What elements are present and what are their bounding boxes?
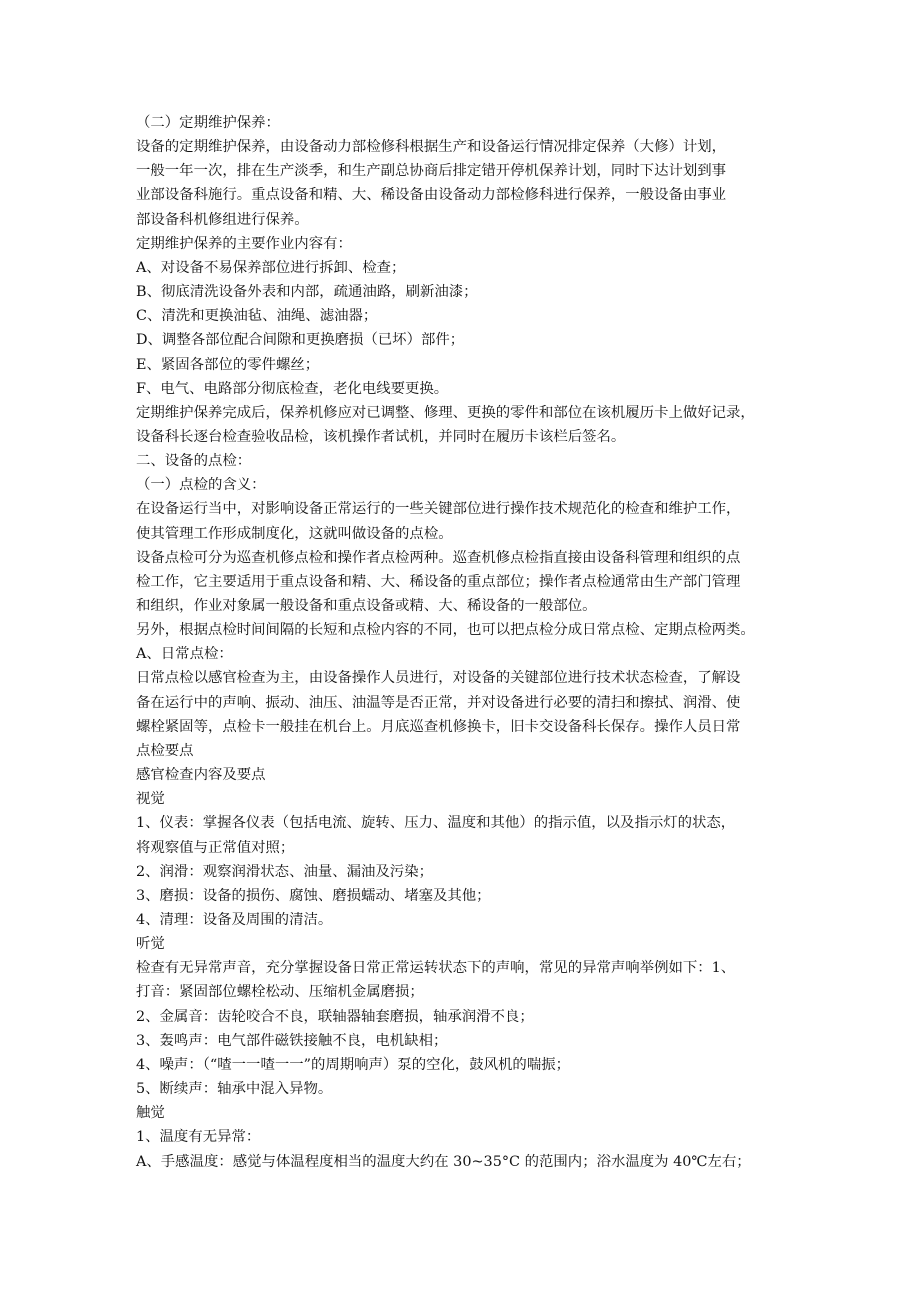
text-line: 1、仪表：掌握各仪表（包括电流、旋转、压力、温度和其他）的指示值，以及指示灯的状态，: [136, 815, 736, 832]
text-line: （二）定期维护保养：: [136, 115, 280, 131]
text-line: D、调整各部位配合间隙和更换磨损（已坏）部件；: [136, 332, 465, 349]
text-line: 部设备科机修组进行保养。: [136, 211, 309, 228]
text-line: A、对设备不易保养部位进行拆卸、检查；: [136, 259, 406, 276]
text-line: 打音：紧固部位螺栓松动、压缩机金属磨损；: [136, 984, 424, 1001]
text-line: 视觉: [136, 791, 165, 808]
text-line: 感官检查内容及要点: [136, 767, 266, 783]
text-line: 日常点检以感官检查为主，由设备操作人员进行，对设备的关键部位进行技术状态检查，了解设: [136, 670, 741, 687]
text-line: 和组织，作业对象属一般设备和重点设备或精、大、稀设备的一般部位。: [136, 598, 597, 614]
text-line: 将观察值与正常值对照；: [136, 839, 295, 856]
text-line: 1、温度有无异常：: [136, 1129, 261, 1146]
text-line: E、紧固各部位的零件螺丝；: [136, 356, 320, 373]
text-line: 使其管理工作形成制度化，这就叫做设备的点检。: [136, 525, 453, 542]
text-line: 在设备运行当中，对影响设备正常运行的一些关键部位进行操作技术规范化的检查和维护工作，: [136, 501, 741, 518]
text-line: F、电气、电路部分彻底检查，老化电线要更换。: [136, 380, 449, 397]
text-line: 一般一年一次，排在生产淡季，和生产副总协商后排定错开停机保养计划，同时下达计划到事: [136, 163, 727, 180]
text-line: 触觉: [136, 1105, 165, 1122]
text-line: 检查有无异常声音，充分掌握设备日常正常运转状态下的声响，常见的异常声响举例如下：1、: [136, 960, 736, 977]
text-line: 设备点检可分为巡查机修点检和操作者点检两种。巡查机修点检指直接由设备科管理和组织的点: [136, 549, 741, 566]
text-line: 听觉: [136, 936, 165, 953]
text-line: 3、磨损：设备的损伤、腐蚀、磨损蠕动、堵塞及其他；: [136, 887, 491, 904]
text-line: 点检要点: [136, 742, 194, 759]
text-line: 2、润滑：观察润滑状态、油量、漏油及污染；: [136, 863, 433, 880]
text-line: 备在运行中的声响、振动、油压、油温等是否正常，并对设备进行必要的清扫和擦拭、润滑、使: [136, 694, 741, 711]
text-line: 定期维护保养完成后，保养机修应对已调整、修理、更换的零件和部位在该机履历卡上做好记录，: [136, 404, 755, 421]
text-line: 4、清理：设备及周围的清洁。: [136, 911, 333, 928]
text-line: A、手感温度：感觉与体温程度相当的温度大约在 30~35°C 的范围内；浴水温度为 40℃左右；: [136, 1153, 751, 1170]
text-line: 3、轰鸣声：电气部件磁铁接触不良，电机缺相；: [136, 1032, 448, 1049]
text-line: 定期维护保养的主要作业内容有：: [136, 235, 352, 252]
text-line: 设备科长逐台检查验收品检，该机操作者试机，并同时在履历卡该栏后签名。: [136, 428, 626, 445]
text-line: 另外，根据点检时间间隔的长短和点检内容的不同，也可以把点检分成日常点检、定期点检两类。: [136, 622, 755, 639]
text-line: 2、金属音：齿轮咬合不良，联轴器轴套磨损，轴承润滑不良；: [136, 1008, 534, 1025]
text-line: C、清洗和更换油毡、油绳、滤油器；: [136, 308, 378, 325]
text-line: 5、断续声：轴承中混入异物。: [136, 1081, 333, 1097]
text-line: 螺栓紧固等，点检卡一般挂在机台上。月底巡查机修换卡，旧卡交设备科长保存。操作人员日常: [136, 718, 741, 735]
text-line: 4、噪声：（“喳一一喳一一”的周期响声）泵的空化，鼓风机的喘振；: [136, 1056, 570, 1073]
text-line: 设备的定期维护保养，由设备动力部检修科根据生产和设备运行情况排定保养（大修）计划，: [136, 139, 727, 156]
text-line: A、日常点检：: [136, 646, 233, 663]
text-line: 二、设备的点检：: [136, 453, 252, 470]
text-line: （一）点检的含义：: [136, 477, 266, 494]
text-line: 业部设备科施行。重点设备和精、大、稀设备由设备动力部检修科进行保养，一般设备由事业: [136, 187, 727, 204]
text-line: B、彻底清洗设备外表和内部，疏通油路，刷新油漆；: [136, 284, 478, 300]
text-line: 检工作，它主要适用于重点设备和精、大、稀设备的重点部位；操作者点检通常由生产部门管理: [136, 573, 741, 590]
